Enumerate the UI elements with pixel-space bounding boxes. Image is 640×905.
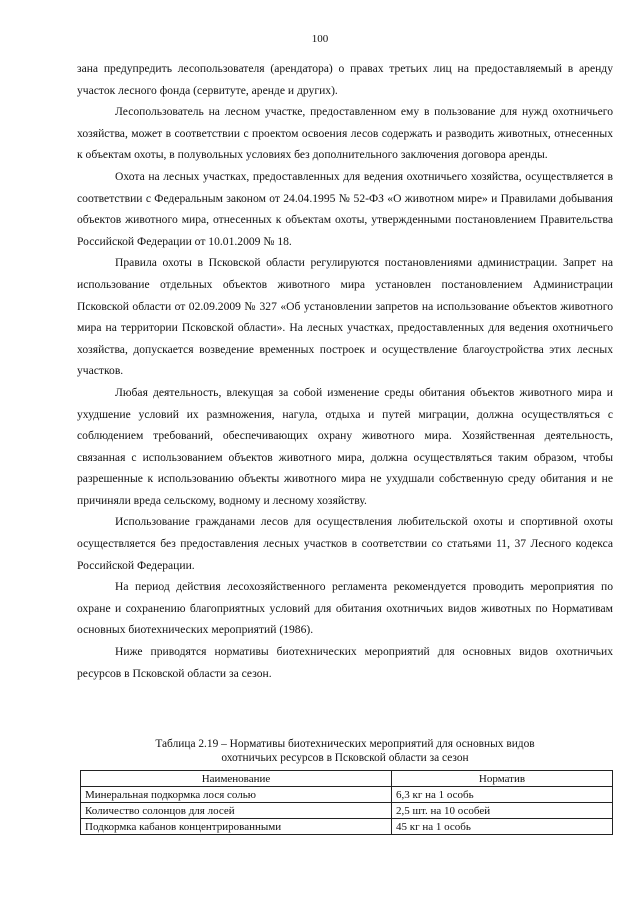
- norms-table: [80, 770, 613, 835]
- paragraph: Ниже приводятся нормативы биотехнических мероприятий для основных видов охотничьих ресурсов в Псковской области за сезон.: [77, 645, 613, 680]
- table-caption-line: Таблица 2.19 – Нормативы биотехнических мероприятий для основных видов: [155, 738, 535, 750]
- paragraph: Охота на лесных участках, предоставленных для ведения охотничьего хозяйства, осуществляется в соответствии с Федеральным законом от 24.04.1995 № 52-ФЗ «О животном мире» и Правилами добывания объектов животного мира, отнесенных к объектам охоты, утвержденными постановлением Правительства Российской Федерации от 10.01.2009 № 18.: [77, 169, 613, 248]
- document-body: [77, 58, 613, 684]
- page-number: 100: [311, 33, 329, 45]
- paragraph: Правила охоты в Псковской области регулируются постановлениями администрации. Запрет на использование отдельных объектов животного мира установлен постановлением Администрации Псковской области от 02.09.2009 № 327 «Об установлении запретов на использование объектов животного мира на территории Псковской области». На лесных участках, предоставленных для ведения охотничьего хозяйства, допускается возведение временных построек и осуществление благоустройства этих лесных участков.: [77, 256, 613, 378]
- paragraph: На период действия лесохозяйственного регламента рекомендуется проводить мероприятия по охране и сохранению благоприятных условий для обитания охотничьих видов животных по Нормативам основных биотехнических мероприятий (1986).: [77, 580, 613, 637]
- table-row: [81, 819, 613, 835]
- paragraph: Любая деятельность, влекущая за собой изменение среды обитания объектов животного мира и ухудшение условий их размножения, нагула, отдыха и путей миграции, должна осуществляться с соблюдением требований, обеспечивающих охрану животного мира. Хозяйственная деятельность, связанная с использованием объектов животного мира, должна осуществляться таким образом, чтобы разрешенные к использованию объекты животного мира не ухудшали собственную среду обитания и не причиняли вреда сельскому, водному и лесному хозяйству.: [77, 385, 613, 507]
- column-header-norm: Норматив: [392, 771, 613, 787]
- table-row: [81, 803, 613, 819]
- table-cell: Подкормка кабанов концентрированными: [81, 819, 392, 835]
- paragraph: Лесопользователь на лесном участке, предоставленном ему в пользование для нужд охотничьего хозяйства, может в соответствии с проектом освоения лесов содержать и разводить животных, отнесенных к объектам охоты, в полувольных условиях без дополнительного заключения договора аренды.: [77, 105, 613, 162]
- table-cell: 45 кг на 1 особь: [392, 819, 613, 835]
- paragraph-continuation: зана предупредить лесопользователя (арендатора) о правах третьих лиц на предоставляемый в аренду участок лесного фонда (сервитуте, аренде и других).: [77, 62, 613, 97]
- column-header-name: Наименование: [81, 771, 392, 787]
- table-cell: 2,5 шт. на 10 особей: [392, 803, 613, 819]
- table-caption-line: охотничьих ресурсов в Псковской области за сезон: [221, 752, 469, 764]
- table-header-row: [81, 771, 613, 787]
- table-cell: Минеральная подкормка лося солью: [81, 787, 392, 803]
- paragraph: Использование гражданами лесов для осуществления любительской охоты и спортивной охоты осуществляется без предоставления лесных участков в соответствии со статьями 11, 37 Лесного кодекса Российской Федерации.: [77, 515, 613, 572]
- table-cell: 6,3 кг на 1 особь: [392, 787, 613, 803]
- table-cell: Количество солонцов для лосей: [81, 803, 392, 819]
- table-row: [81, 787, 613, 803]
- table-caption: [77, 737, 613, 765]
